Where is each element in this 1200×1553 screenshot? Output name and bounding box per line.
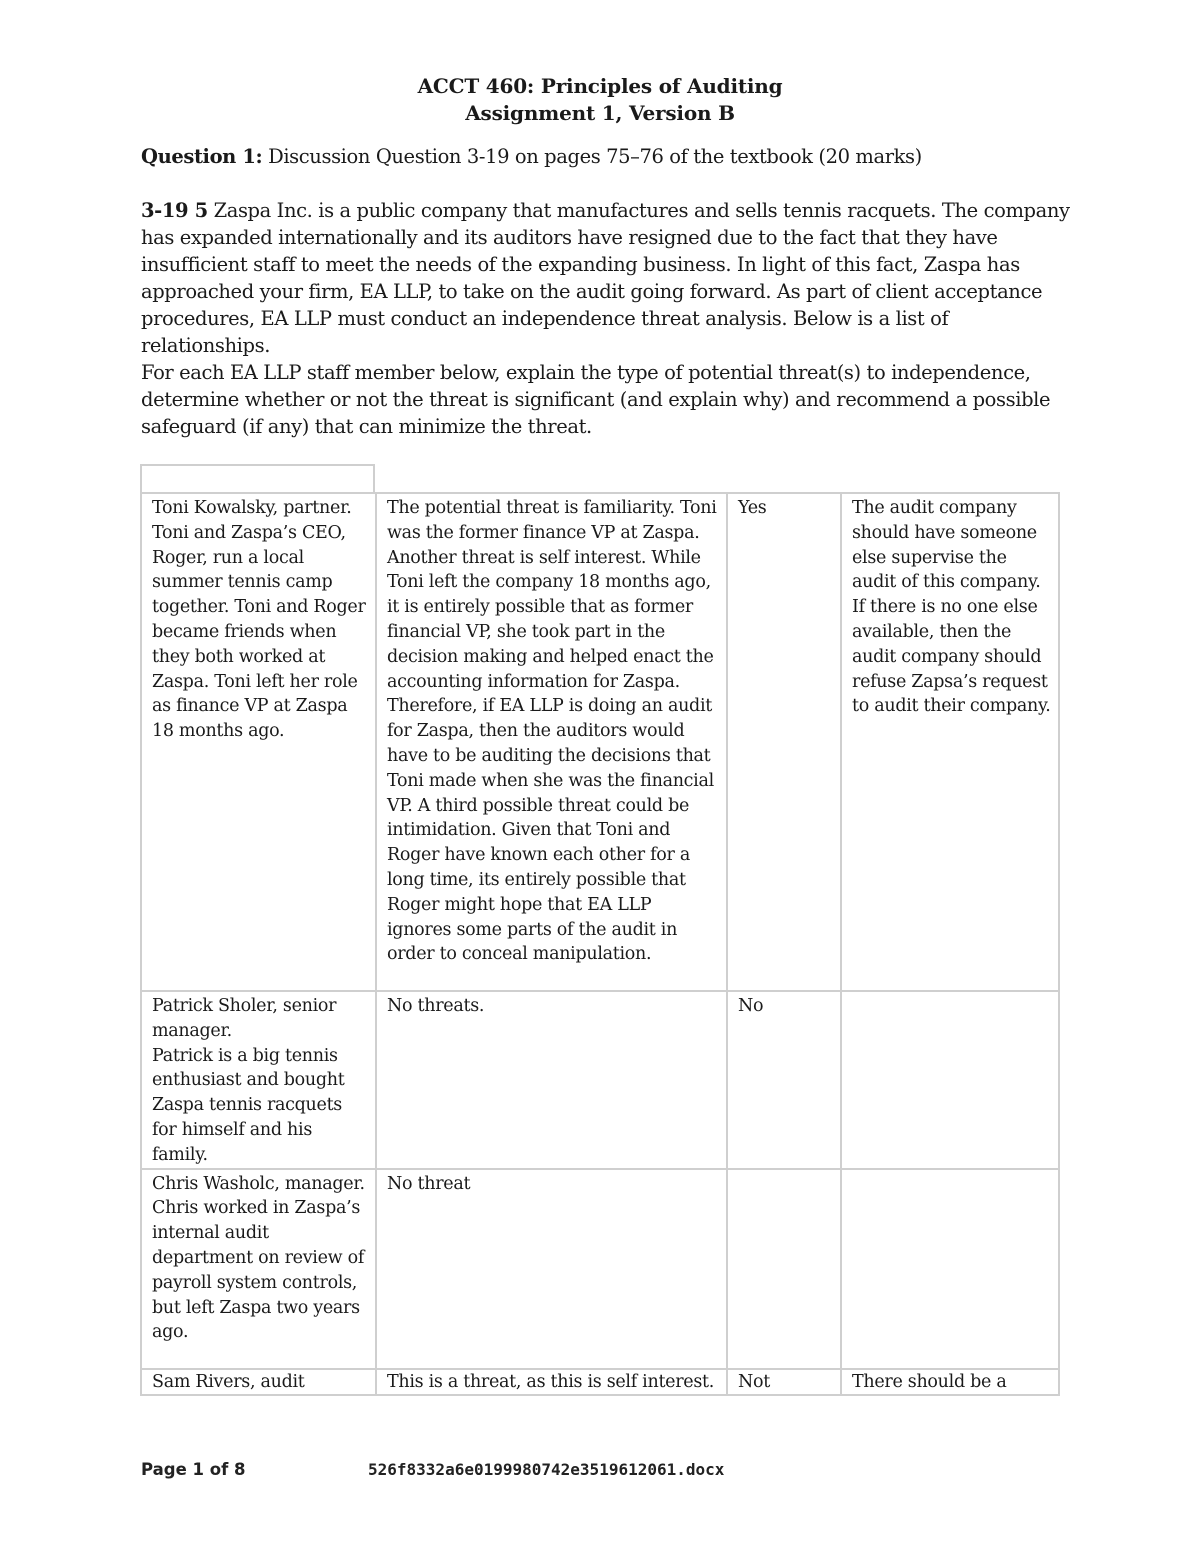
table-header-stub xyxy=(140,464,375,492)
case-instruction: For each EA LLP staff member below, explain the type of potential threat(s) to independence, determine whether or not the threat is significant (and explain why) and recommend a possible safeguard (if any) that can minimize the threat. xyxy=(141,361,1051,438)
case-description xyxy=(141,197,1081,440)
document-subtitle: Assignment 1, Version B xyxy=(465,101,735,125)
threat-cell: The potential threat is familiarity. Toni was the former finance VP at Zaspa. Another threat is self interest. While Toni left the company 18 months ago, it is entirely possible that as former financial VP, she took part in the decision making and helped enact the accounting information for Zaspa. Therefore, if EA LLP is doing an audit for Zaspa, then the auditors would have to be auditing the decisions that Toni made when she was the financial VP. A third possible threat could be intimidation. Given that Toni and Roger have known each other for a long time, its entirely possible that Roger might hope that EA LLP ignores some parts of the audit in order to conceal manipulation. xyxy=(376,493,727,991)
significance-cell: Yes xyxy=(727,493,841,991)
safeguard-cell: There should be a xyxy=(841,1369,1059,1396)
safeguard-cell: The audit company should have someone else supervise the audit of this company. If there is no one else available, then the audit company should refuse Zapsa’s request to audit their company. xyxy=(841,493,1059,991)
threat-cell: No threat xyxy=(376,1169,727,1369)
staff-member-cell: Toni Kowalsky, partner. Toni and Zaspa’s CEO, Roger, run a local summer tennis camp together. Toni and Roger became friends when they both worked at Zaspa. Toni left her role as finance VP at Zaspa 18 months ago. xyxy=(141,493,376,991)
page-number: Page 1 of 8 xyxy=(141,1460,246,1479)
question-label: Question 1: xyxy=(141,145,263,168)
staff-member-cell: Patrick Sholer, senior manager. Patrick is a big tennis enthusiast and bought Zaspa tennis racquets for himself and his family. xyxy=(141,991,376,1169)
file-name: 526f8332a6e0199980742e3519612061.docx xyxy=(368,1460,725,1479)
table-row xyxy=(141,493,1059,991)
table-row xyxy=(141,991,1059,1169)
threat-cell: No threats. xyxy=(376,991,727,1169)
table-row xyxy=(141,1169,1059,1369)
question-text: Discussion Question 3-19 on pages 75–76 of the textbook (20 marks) xyxy=(262,145,922,168)
question-line xyxy=(141,143,1081,170)
safeguard-cell xyxy=(841,991,1059,1169)
threat-cell: This is a threat, as this is self interest. xyxy=(376,1369,727,1396)
table-row xyxy=(141,1369,1059,1396)
safeguard-cell xyxy=(841,1169,1059,1369)
significance-cell: Not xyxy=(727,1369,841,1396)
staff-member-cell: Chris Washolc, manager. Chris worked in Zaspa’s internal audit department on review of payroll system controls, but left Zaspa two years ago. xyxy=(141,1169,376,1369)
case-number: 3-19 5 xyxy=(141,199,208,222)
significance-cell: No xyxy=(727,991,841,1169)
significance-cell xyxy=(727,1169,841,1369)
document-title: ACCT 460: Principles of Auditing xyxy=(417,74,783,98)
case-body: Zaspa Inc. is a public company that manufactures and sells tennis racquets. The company has expanded internationally and its auditors have resigned due to the fact that they have insufficient staff to meet the needs of the expanding business. In light of this fact, Zaspa has approached your firm, EA LLP, to take on the audit going forward. As part of client acceptance procedures, EA LLP must conduct an independence threat analysis. Below is a list of relationships. xyxy=(141,199,1070,357)
threat-analysis-table xyxy=(140,492,1060,1396)
staff-member-cell: Sam Rivers, audit xyxy=(141,1369,376,1396)
